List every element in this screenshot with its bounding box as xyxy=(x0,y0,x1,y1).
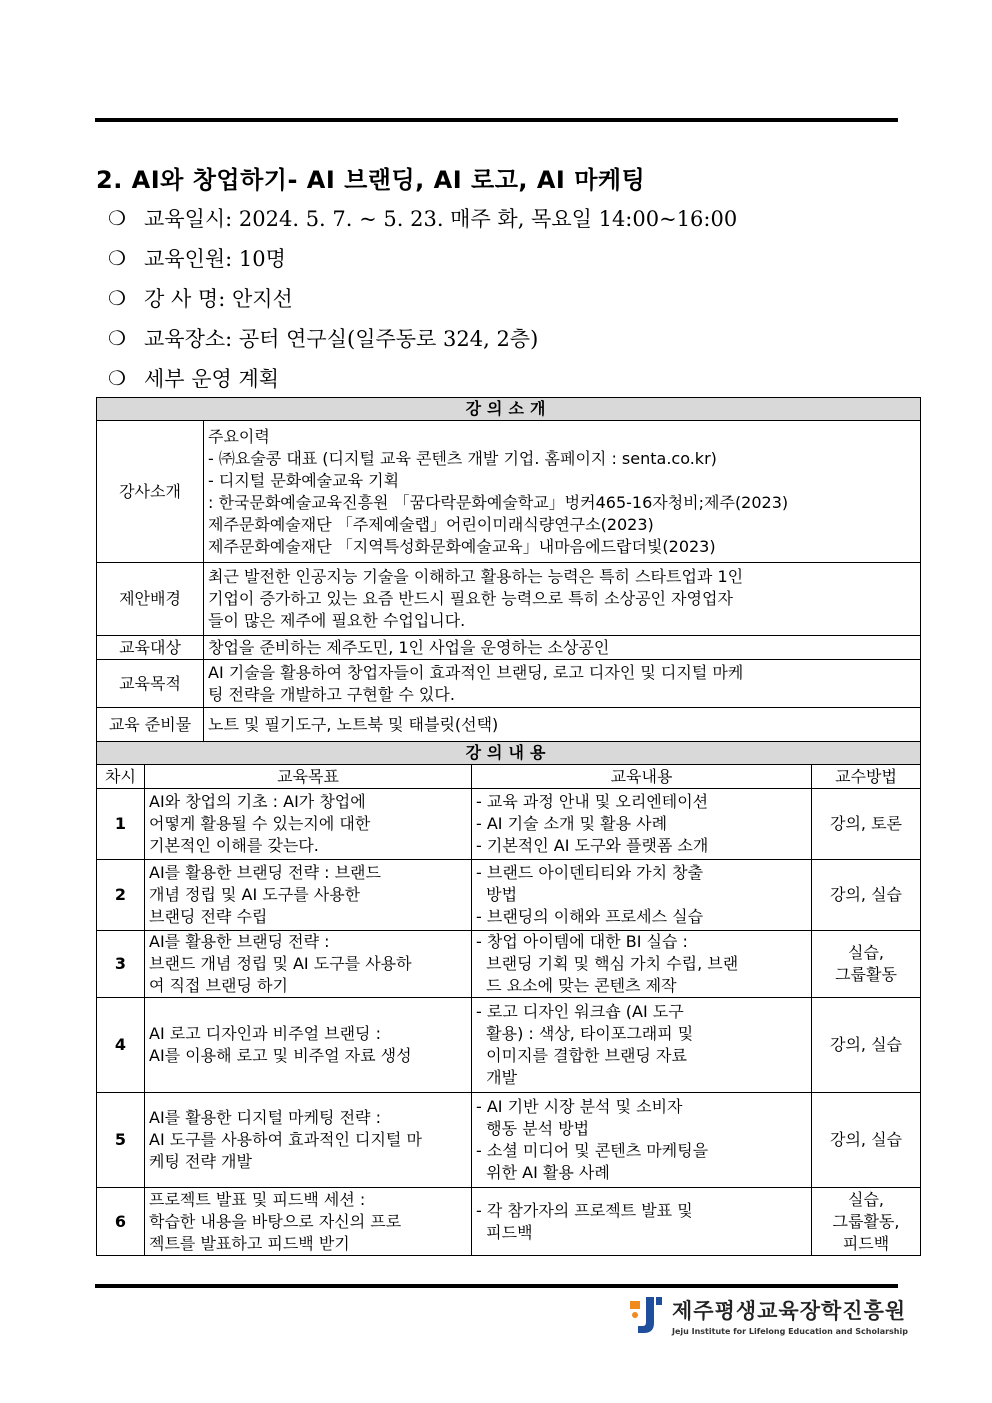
text-line: 브랜딩 전략 수립 xyxy=(149,907,268,926)
text-line: - 창업 아이템에 대한 BI 실습 : xyxy=(476,932,688,951)
info-text: 교육장소: 공터 연구실(일주동로 324, 2층) xyxy=(144,327,539,351)
session-goal xyxy=(145,789,472,860)
materials xyxy=(204,708,921,742)
session-method xyxy=(812,998,921,1093)
text-line: - 소셜 미디어 및 콘텐츠 마케팅을 xyxy=(476,1141,709,1160)
session-method xyxy=(812,860,921,931)
row-label-purpose: 교육목적 xyxy=(97,660,204,708)
text-line: 그룹활동, xyxy=(832,1211,900,1231)
content-header: 강의내용 xyxy=(97,742,921,765)
session-content xyxy=(472,931,812,998)
session-number: 2 xyxy=(97,860,145,931)
text-line: 개념 정립 및 AI 도구를 사용한 xyxy=(149,885,361,904)
session-method xyxy=(812,1188,921,1256)
text-line: 그룹활동 xyxy=(835,965,897,984)
row-label-background: 제안배경 xyxy=(97,563,204,636)
org-name-english: Jeju Institute for Lifelong Education and Scholarship xyxy=(672,1326,908,1336)
intro-header: 강의소개 xyxy=(97,398,921,421)
text-line: 실습, xyxy=(848,1189,885,1209)
text-line: 행동 분석 방법 xyxy=(476,1119,590,1138)
session-number: 1 xyxy=(97,789,145,860)
session-number: 5 xyxy=(97,1093,145,1188)
text-line: 방법 xyxy=(476,885,518,904)
org-logo xyxy=(626,1293,908,1337)
text-line: AI를 활용한 디지털 마케팅 전략 : xyxy=(149,1108,381,1127)
text-line: 최근 발전한 인공지능 기술을 이해하고 활용하는 능력은 특히 스타트업과 1인 xyxy=(208,567,744,586)
session-goal xyxy=(145,860,472,931)
info-item-count xyxy=(108,238,737,278)
target-audience xyxy=(204,636,921,660)
org-emblem-icon xyxy=(626,1293,666,1337)
text-line: - 교육 과정 안내 및 오리엔테이션 xyxy=(476,792,709,811)
text-line: AI를 활용한 브랜딩 전략 : xyxy=(149,932,330,951)
info-text: 세부 운영 계획 xyxy=(144,367,280,391)
text-line: AI 로고 디자인과 비주얼 브랜딩 : xyxy=(149,1024,381,1043)
text-line: AI 기술을 활용하여 창업자들이 효과적인 브랜딩, 로고 디자인 및 디지털 마케 xyxy=(208,662,744,682)
proposal-background xyxy=(204,563,921,636)
info-item-place xyxy=(108,318,737,358)
text-line: - 로고 디자인 워크숍 (AI 도구 xyxy=(476,1002,684,1021)
text-line: 주요이력 xyxy=(208,426,270,446)
table-row xyxy=(97,789,921,860)
session-number: 3 xyxy=(97,931,145,998)
text-line: 기업이 증가하고 있는 요즘 반드시 필요한 능력으로 특히 소상공인 자영업자 xyxy=(208,589,733,608)
text-line: 드 요소에 맞는 콘텐츠 제작 xyxy=(476,976,677,995)
text-line: 피드백 xyxy=(476,1222,533,1242)
row-label-target: 교육대상 xyxy=(97,636,204,660)
text-line: 학습한 내용을 바탕으로 자신의 프로 xyxy=(149,1211,402,1231)
text-line: - AI 기반 시장 분석 및 소비자 xyxy=(476,1097,683,1116)
info-text: 교육인원: 10명 xyxy=(144,247,286,271)
text-line: 프로젝트 발표 및 피드백 세션 : xyxy=(149,1189,366,1209)
text-line: 실습, xyxy=(848,943,885,962)
bottom-rule xyxy=(95,1284,898,1288)
column-header-goal: 교육목표 xyxy=(145,765,472,789)
text-line: 강의, 실습 xyxy=(830,1130,903,1149)
text-line: - 각 참가자의 프로젝트 발표 및 xyxy=(476,1200,693,1220)
text-line: 젝트를 발표하고 피드백 받기 xyxy=(149,1233,350,1253)
text-line: 활용) : 색상, 타이포그래피 및 xyxy=(476,1024,694,1043)
column-header-session: 차시 xyxy=(97,765,145,789)
session-content xyxy=(472,1188,812,1256)
text-line: - 브랜딩의 이해와 프로세스 실습 xyxy=(476,907,704,926)
text-line: 들이 많은 제주에 필요한 수업입니다. xyxy=(208,611,466,630)
text-line: 기본적인 이해를 갖는다. xyxy=(149,836,319,855)
session-number: 4 xyxy=(97,998,145,1093)
column-header-content: 교육내용 xyxy=(472,765,812,789)
text-line: 노트 및 필기도구, 노트북 및 태블릿(선택) xyxy=(208,714,499,734)
info-text: 강 사 명: 안지선 xyxy=(144,287,293,311)
row-label-instructor: 강사소개 xyxy=(97,421,204,563)
session-goal xyxy=(145,931,472,998)
text-line: 강의, 토론 xyxy=(830,814,903,833)
circle-bullet-icon: ❍ xyxy=(108,286,126,310)
circle-bullet-icon: ❍ xyxy=(108,326,126,350)
text-line: AI를 활용한 브랜딩 전략 : 브랜드 xyxy=(149,863,381,882)
session-goal xyxy=(145,1093,472,1188)
text-line: - 디지털 문화예술교육 기획 xyxy=(208,470,400,490)
text-line: 위한 AI 활용 사례 xyxy=(476,1163,610,1182)
text-line: 팅 전략을 개발하고 구현할 수 있다. xyxy=(208,684,455,704)
text-line: 제주문화예술재단 「주제예술랩」어린이미래식량연구소(2023) xyxy=(208,514,654,534)
session-method xyxy=(812,1093,921,1188)
text-line: - AI 기술 소개 및 활용 사례 xyxy=(476,814,668,833)
table-row xyxy=(97,1093,921,1188)
text-line: AI 도구를 사용하여 효과적인 디지털 마 xyxy=(149,1130,422,1149)
column-header-method: 교수방법 xyxy=(812,765,921,789)
circle-bullet-icon: ❍ xyxy=(108,366,126,390)
text-line: 개발 xyxy=(476,1068,518,1087)
text-line: - 브랜드 아이덴티티와 가치 창출 xyxy=(476,863,704,882)
top-rule xyxy=(95,118,898,122)
row-label-materials: 교육 준비물 xyxy=(97,708,204,742)
section-title: 2. AI와 창업하기- AI 브랜딩, AI 로고, AI 마케팅 xyxy=(96,166,646,194)
info-text: 교육일시: 2024. 5. 7. ~ 5. 23. 매주 화, 목요일 14:00~16:00 xyxy=(144,207,738,231)
info-item-instructor xyxy=(108,278,737,318)
text-line: 이미지를 결합한 브랜딩 자료 xyxy=(476,1046,687,1065)
org-name-korean: 제주평생교육장학진흥원 xyxy=(672,1298,907,1323)
text-line: 여 직접 브랜딩 하기 xyxy=(149,976,288,995)
text-line: 어떻게 활용될 수 있는지에 대한 xyxy=(149,814,371,833)
org-name xyxy=(672,1295,908,1336)
session-method xyxy=(812,789,921,860)
text-line: AI를 이용해 로고 및 비주얼 자료 생성 xyxy=(149,1046,412,1065)
table-row xyxy=(97,998,921,1093)
instructor-bio xyxy=(204,421,921,563)
info-item-date xyxy=(108,198,737,238)
session-content xyxy=(472,860,812,931)
session-number: 6 xyxy=(97,1188,145,1256)
table-row xyxy=(97,860,921,931)
course-plan-table xyxy=(96,397,921,1256)
session-goal xyxy=(145,998,472,1093)
text-line: - ㈜요술콩 대표 (디지털 교육 콘텐츠 개발 기업. 홈페이지 : senta.co.kr) xyxy=(208,448,717,468)
session-method xyxy=(812,931,921,998)
session-content xyxy=(472,998,812,1093)
text-line: 피드백 xyxy=(842,1233,890,1253)
session-content xyxy=(472,789,812,860)
text-line: 브랜딩 기획 및 핵심 가치 수립, 브랜 xyxy=(476,954,739,973)
session-content xyxy=(472,1093,812,1188)
text-line: 케팅 전략 개발 xyxy=(149,1152,252,1171)
circle-bullet-icon: ❍ xyxy=(108,206,126,230)
table-row xyxy=(97,1188,921,1256)
text-line: : 한국문화예술교육진흥원 「꿈다락문화예술학교」벙커465-16자청비;제주(2023) xyxy=(208,492,789,512)
text-line: AI와 창업의 기초 : AI가 창업에 xyxy=(149,792,366,811)
session-goal xyxy=(145,1188,472,1256)
text-line: 강의, 실습 xyxy=(830,1035,903,1054)
text-line: 창업을 준비하는 제주도민, 1인 사업을 운영하는 소상공인 xyxy=(208,637,610,657)
text-line: 브랜드 개념 정립 및 AI 도구를 사용하 xyxy=(149,954,412,973)
circle-bullet-icon: ❍ xyxy=(108,246,126,270)
text-line: 제주문화예술재단 「지역특성화문화예술교육」내마음에드랍더빛(2023) xyxy=(208,536,716,556)
text-line: - 기본적인 AI 도구와 플랫폼 소개 xyxy=(476,836,709,855)
text-line: 강의, 실습 xyxy=(830,885,903,904)
education-purpose xyxy=(204,660,921,708)
info-list xyxy=(108,198,737,398)
table-row xyxy=(97,931,921,998)
info-item-plan xyxy=(108,358,737,398)
